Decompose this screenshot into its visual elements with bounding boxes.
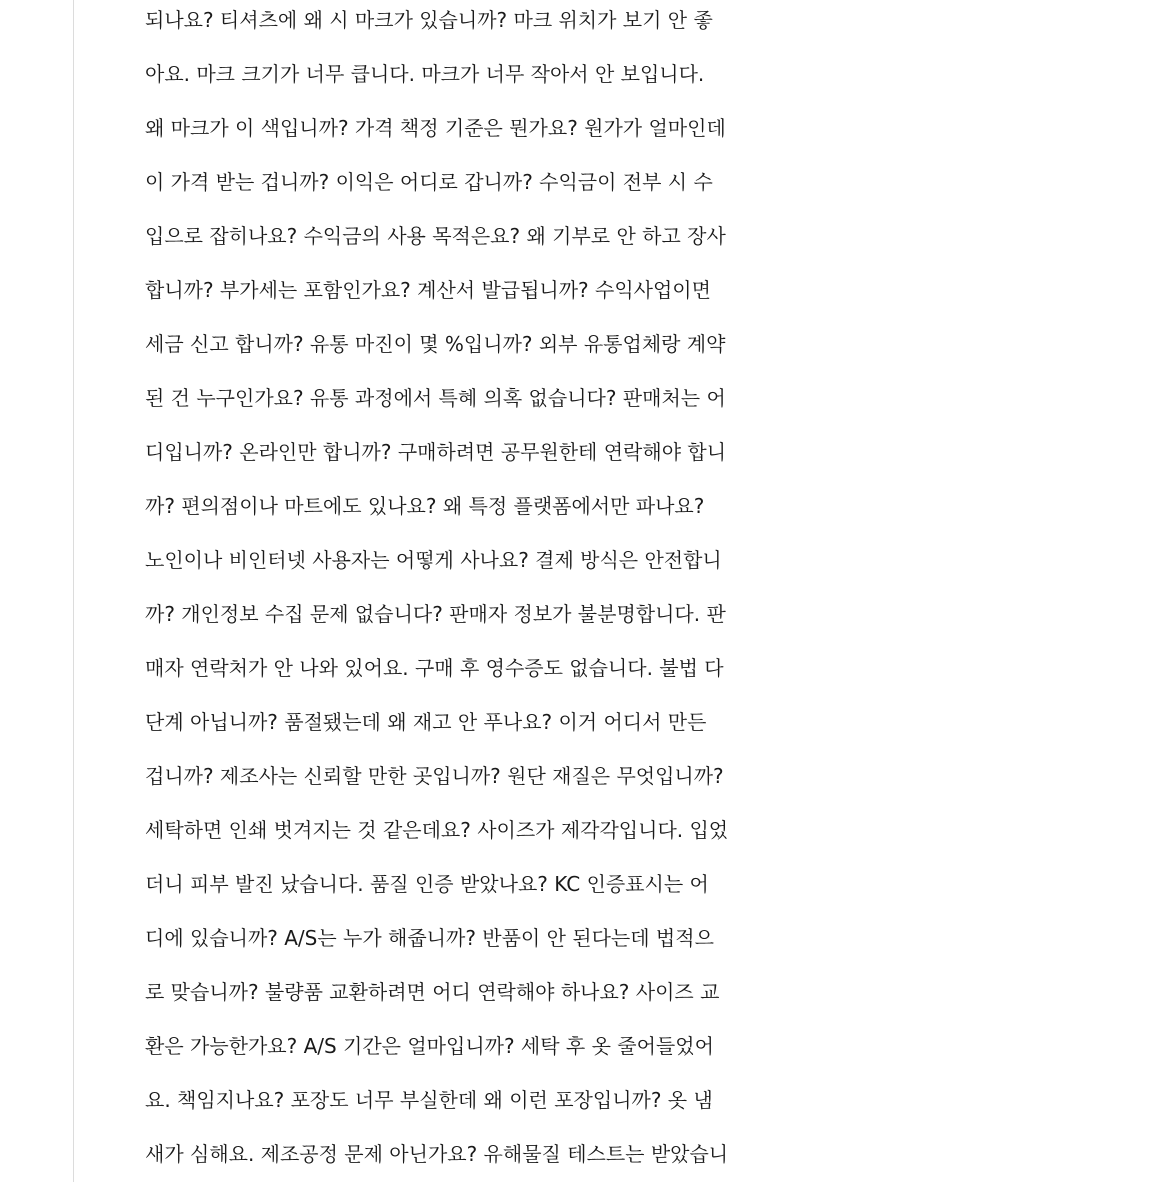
text-line: 까? 편의점이나 마트에도 있나요? 왜 특정 플랫폼에서만 파나요? [145,494,705,518]
text-line: 디에 있습니까? A/S는 누가 해줍니까? 반품이 안 된다는데 법적으 [145,926,714,950]
text-line: 되나요? 티셔츠에 왜 시 마크가 있습니까? 마크 위치가 보기 안 좋 [145,8,713,32]
text-line: 아요. 마크 크기가 너무 큽니다. 마크가 너무 작아서 안 보입니다. [145,62,705,86]
text-line: 환은 가능한가요? A/S 기간은 얼마입니까? 세탁 후 옷 줄어들었어 [145,1034,714,1058]
text-line: 새가 심해요. 제조공정 문제 아닌가요? 유해물질 테스트는 받았습니 [145,1142,729,1166]
article-body [145,0,1105,1181]
text-line: 까? 개인정보 수집 문제 없습니다? 판매자 정보가 불분명합니다. 판 [145,602,726,626]
text-line: 세탁하면 인쇄 벗겨지는 것 같은데요? 사이즈가 제각각입니다. 입었 [145,818,729,842]
text-line: 로 맞습니까? 불량품 교환하려면 어디 연락해야 하나요? 사이즈 교 [145,980,720,1004]
text-line: 세금 신고 합니까? 유통 마진이 몇 %입니까? 외부 유통업체랑 계약 [145,332,726,356]
text-line: 디입니까? 온라인만 합니까? 구매하려면 공무원한테 연락해야 합니 [145,440,727,464]
text-line: 합니까? 부가세는 포함인가요? 계산서 발급됩니까? 수익사업이면 [145,278,711,302]
text-line: 이 가격 받는 겁니까? 이익은 어디로 갑니까? 수익금이 전부 시 수 [145,170,713,194]
left-divider-line [73,0,74,1182]
text-line: 매자 연락처가 안 나와 있어요. 구매 후 영수증도 없습니다. 불법 다 [145,656,724,680]
text-line: 겁니까? 제조사는 신뢰할 만한 곳입니까? 원단 재질은 무엇입니까? [145,764,724,788]
text-line: 단계 아닙니까? 품절됐는데 왜 재고 안 푸나요? 이거 어디서 만든 [145,710,707,734]
text-line: 입으로 잡히나요? 수익금의 사용 목적은요? 왜 기부로 안 하고 장사 [145,224,726,248]
text-line: 왜 마크가 이 색입니까? 가격 책정 기준은 뭔가요? 원가가 얼마인데 [145,116,726,140]
text-line: 요. 책임지나요? 포장도 너무 부실한데 왜 이런 포장입니까? 옷 냄 [145,1088,713,1112]
text-line: 더니 피부 발진 났습니다. 품질 인증 받았나요? KC 인증표시는 어 [145,872,709,896]
text-line: 된 건 누구인가요? 유통 과정에서 특혜 의혹 없습니다? 판매처는 어 [145,386,726,410]
text-line: 노인이나 비인터넷 사용자는 어떻게 사나요? 결제 방식은 안전합니 [145,548,722,572]
